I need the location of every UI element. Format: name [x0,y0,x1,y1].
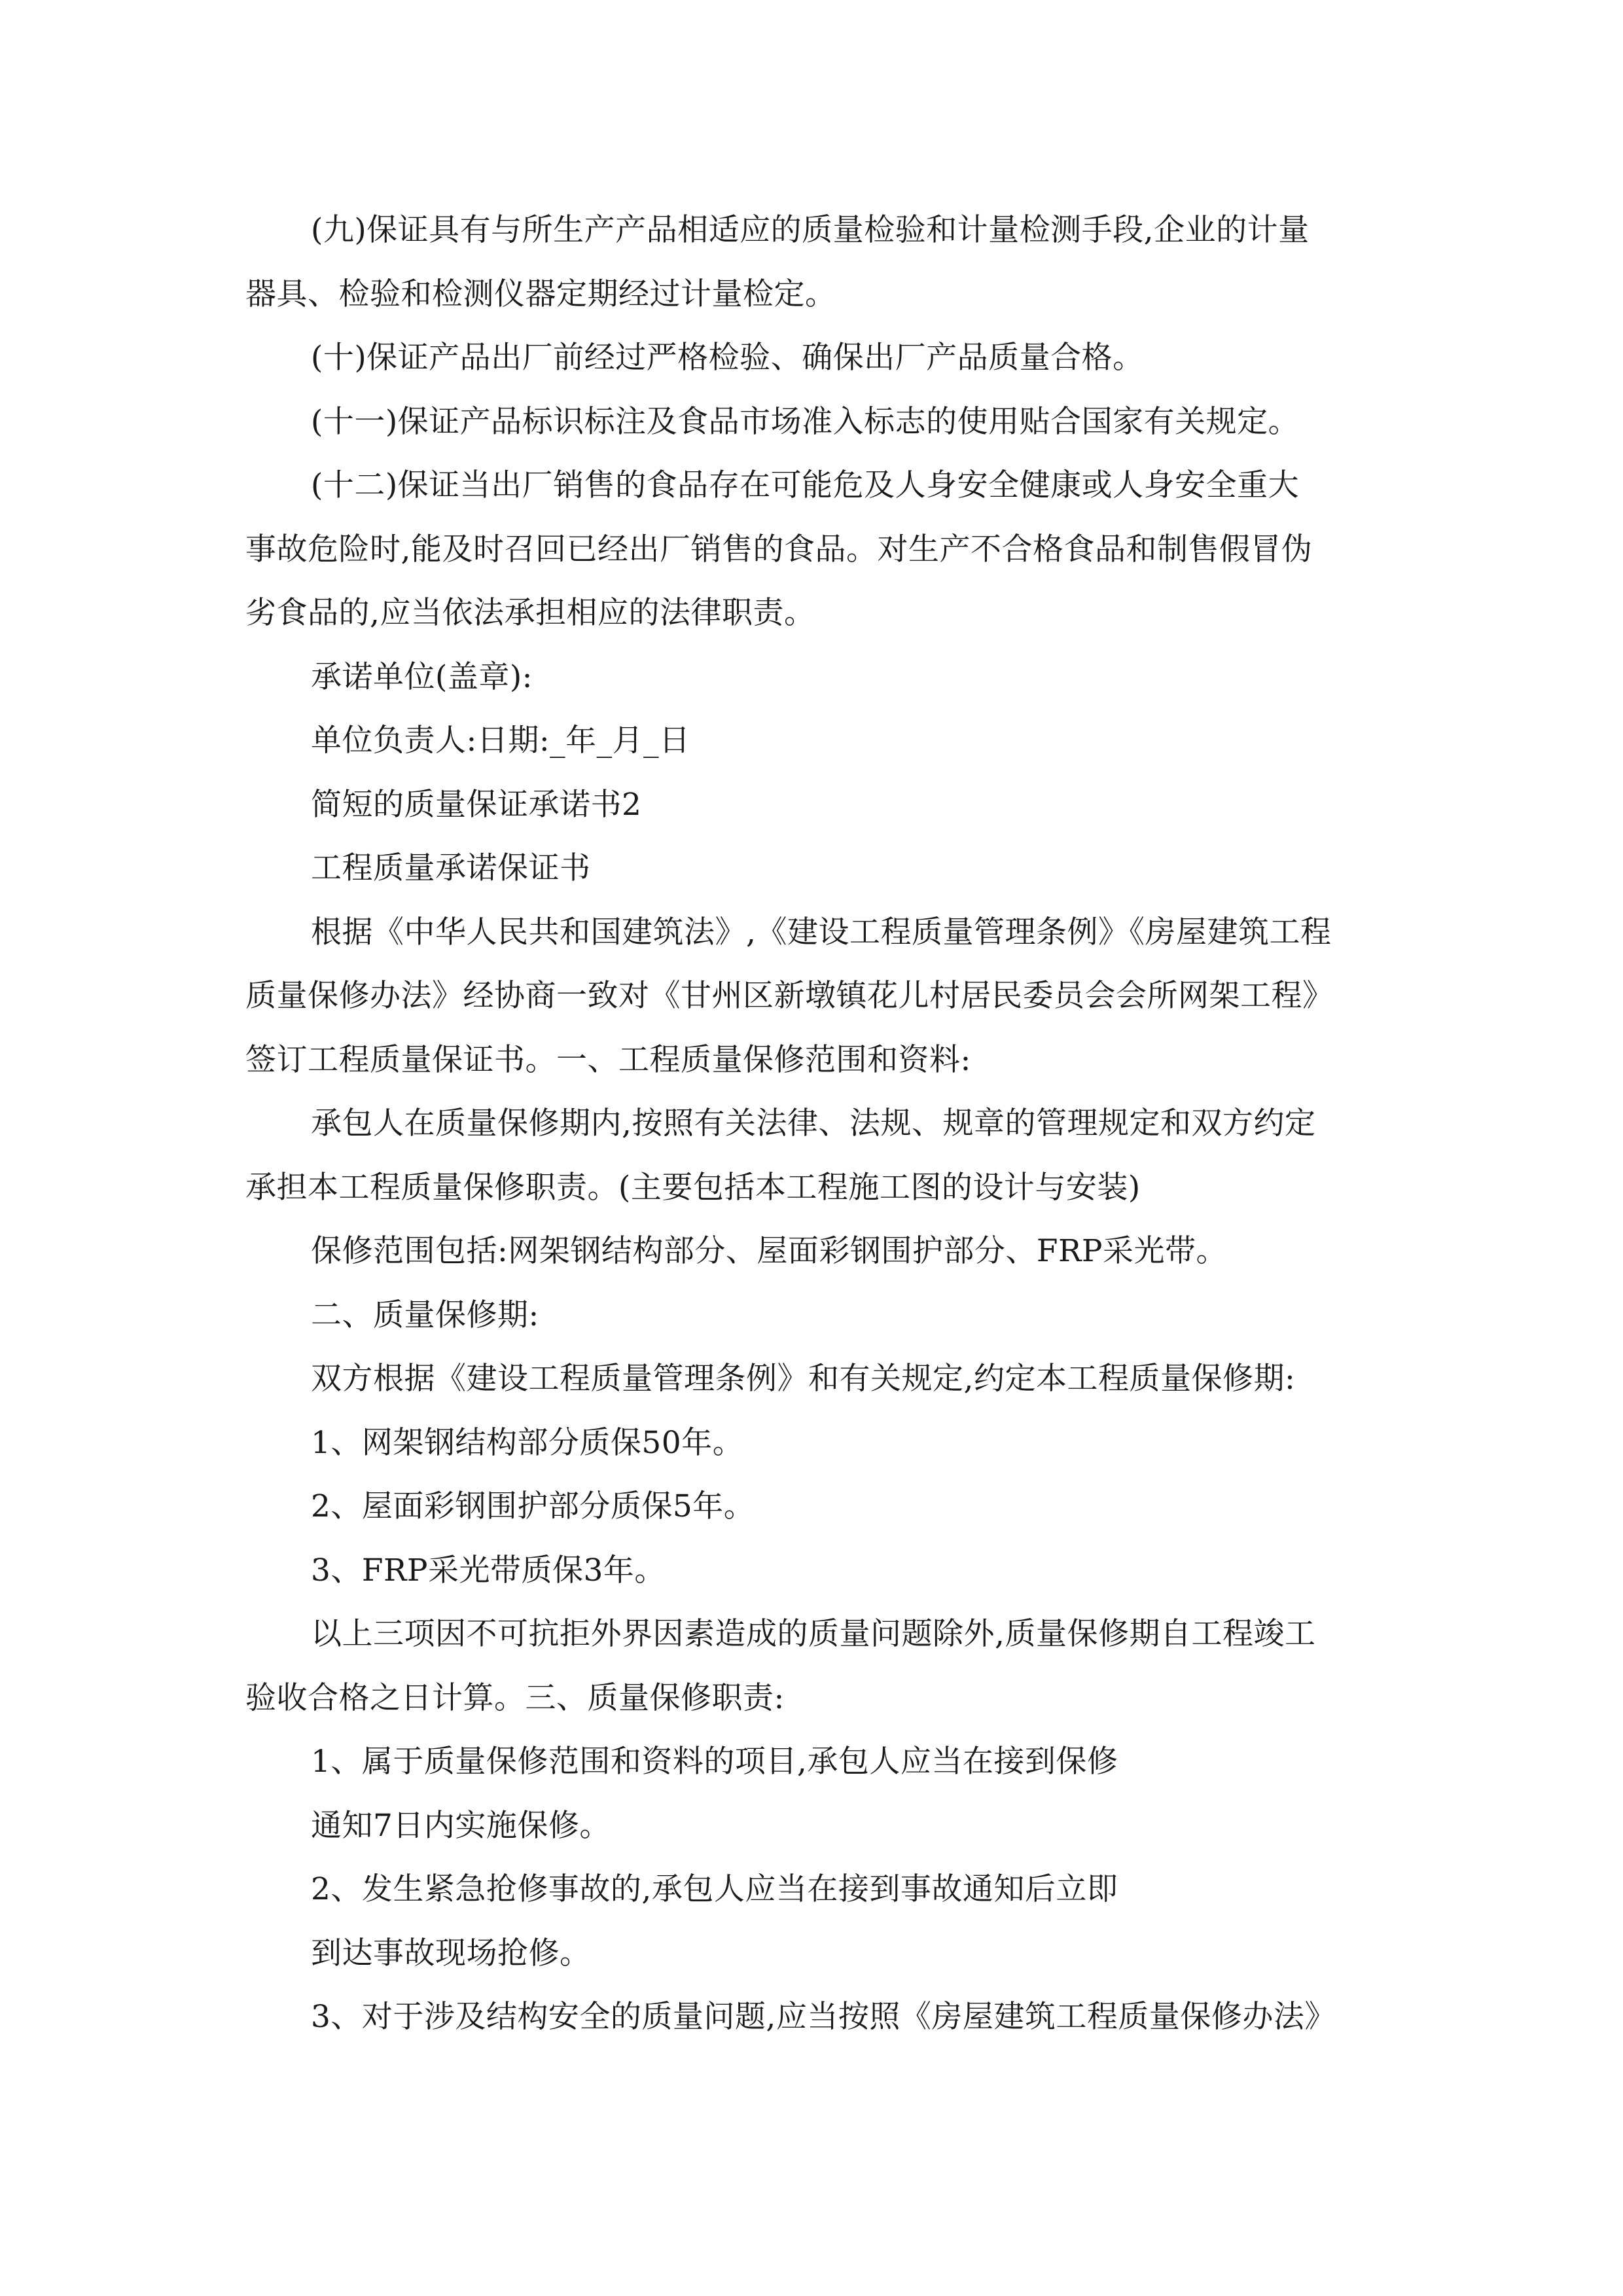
list-item: 3、FRP采光带质保3年。 [311,1552,666,1588]
text-line: 到达事故现场抢修。 [311,1935,591,1971]
text-line: (九)保证具有与所生产产品相适应的质量检验和计量检测手段,企业的计量 [311,212,1310,248]
text-line: 质量保修办法》经协商一致对《甘州区新墩镇花儿村居民委员会会所网架工程》 [245,978,1334,1014]
signature-date-line: 单位负责人:日期:_年_月_日 [311,723,690,759]
text-line: 通知7日内实施保修。 [311,1807,611,1844]
text-line: 承包人在质量保修期内,按照有关法律、法规、规章的管理规定和双方约定 [311,1105,1316,1141]
text-line: (十二)保证当出厂销售的食品存在可能危及人身安全健康或人身安全重大 [311,467,1300,503]
text-line: 双方根据《建设工程质量管理条例》和有关规定,约定本工程质量保修期: [311,1361,1296,1397]
document-body [245,198,1397,2049]
list-item: 1、网架钢结构部分质保50年。 [311,1424,744,1461]
text-line: 保修范围包括:网架钢结构部分、屋面彩钢围护部分、FRP采光带。 [311,1233,1227,1269]
list-item: 2、屋面彩钢围护部分质保5年。 [311,1488,755,1524]
text-line: 验收合格之日计算。三、质量保修职责: [245,1679,785,1716]
list-item: 2、发生紧急抢修事故的,承包人应当在接到事故通知后立即 [311,1871,1118,1907]
signature-unit-line: 承诺单位(盖章): [311,658,533,695]
list-item: 1、属于质量保修范围和资料的项目,承包人应当在接到保修 [311,1744,1118,1780]
text-line: 二、质量保修期: [311,1297,539,1333]
text-line: (十)保证产品出厂前经过严格检验、确保出厂产品质量合格。 [311,340,1144,376]
list-item: 3、对于涉及结构安全的质量问题,应当按照《房屋建筑工程质量保修办法》 [311,1999,1336,2035]
text-line: 劣食品的,应当依法承担相应的法律职责。 [245,595,815,631]
document-heading: 工程质量承诺保证书 [311,850,591,886]
text-line: 签订工程质量保证书。一、工程质量保修范围和资料: [245,1041,971,1078]
text-line: 根据《中华人民共和国建筑法》,《建设工程质量管理条例》《房屋建筑工程 [311,914,1332,950]
text-line: 承担本工程质量保修职责。(主要包括本工程施工图的设计与安装) [245,1169,1141,1206]
text-line: 事故危险时,能及时召回已经出厂销售的食品。对生产不合格食品和制售假冒伪 [245,531,1313,567]
text-line: 以上三项因不可抗拒外界因素造成的质量问题除外,质量保修期自工程竣工 [311,1616,1316,1652]
text-line: (十一)保证产品标识标注及食品市场准入标志的使用贴合国家有关规定。 [311,403,1300,440]
text-line: 器具、检验和检测仪器定期经过计量检定。 [245,276,836,312]
section-title: 简短的质量保证承诺书2 [311,786,642,823]
